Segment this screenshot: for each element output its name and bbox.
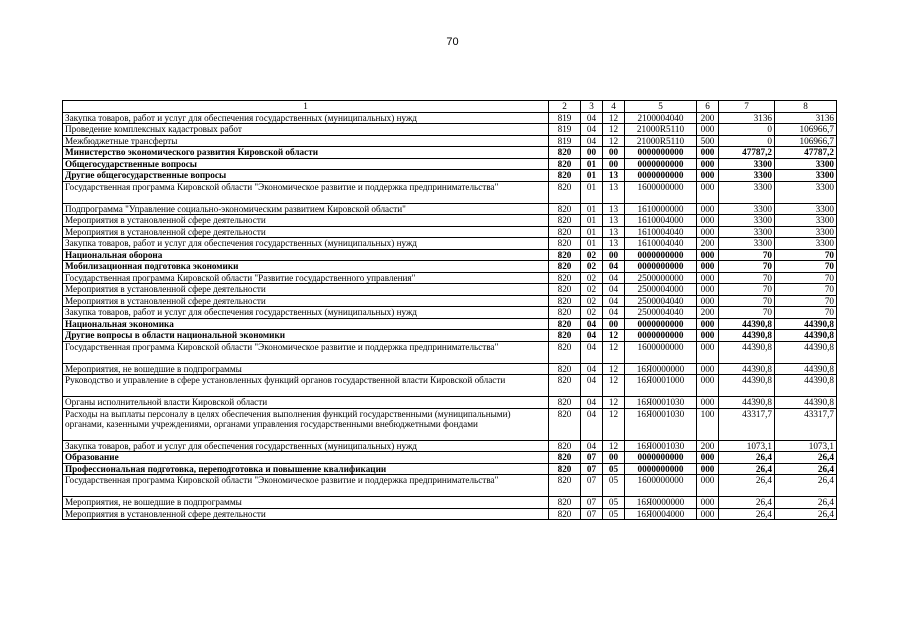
ministry-code-cell: 820	[549, 238, 581, 250]
table-row	[63, 203, 837, 215]
target-article-cell: 0000000000	[625, 463, 697, 475]
target-article-cell: 16Я0001000	[625, 375, 697, 397]
expense-type-cell: 000	[697, 397, 719, 409]
subsection-code-cell: 12	[603, 341, 625, 363]
table-row	[63, 463, 837, 475]
target-article-cell: 0000000000	[625, 170, 697, 182]
table-row	[63, 307, 837, 319]
expense-type-cell: 000	[697, 272, 719, 284]
expense-type-cell: 500	[697, 135, 719, 147]
target-article-cell: 1610004040	[625, 226, 697, 238]
subsection-code-cell: 04	[603, 295, 625, 307]
table-row	[63, 363, 837, 375]
amount-col8-cell: 3300	[775, 170, 837, 182]
expense-type-cell: 000	[697, 363, 719, 375]
subsection-code-cell: 13	[603, 170, 625, 182]
header-cell: 3	[581, 101, 603, 113]
ministry-code-cell: 820	[549, 295, 581, 307]
amount-col7-cell: 26,4	[719, 452, 775, 464]
row-name-cell: Национальная оборона	[63, 249, 549, 261]
row-name-cell: Мероприятия в установленной сфере деятельности	[63, 295, 549, 307]
table-row	[63, 238, 837, 250]
expense-type-cell: 100	[697, 408, 719, 440]
section-code-cell: 01	[581, 181, 603, 203]
amount-col8-cell: 3300	[775, 215, 837, 227]
ministry-code-cell: 820	[549, 408, 581, 440]
table-row	[63, 147, 837, 159]
amount-col8-cell: 26,4	[775, 463, 837, 475]
expense-type-cell: 000	[697, 261, 719, 273]
row-name-cell: Межбюджетные трансферты	[63, 135, 549, 147]
row-name-cell: Руководство и управление в сфере установленных функций органов государственной власти Кировской области	[63, 375, 549, 397]
expense-type-cell: 000	[697, 375, 719, 397]
table-row	[63, 375, 837, 397]
row-name-cell: Закупка товаров, работ и услуг для обеспечения государственных (муниципальных) нужд	[63, 112, 549, 124]
amount-col8-cell: 44390,8	[775, 363, 837, 375]
subsection-code-cell: 13	[603, 181, 625, 203]
amount-col7-cell: 0	[719, 135, 775, 147]
table-row	[63, 475, 837, 497]
target-article-cell: 2500000000	[625, 272, 697, 284]
section-code-cell: 02	[581, 295, 603, 307]
amount-col7-cell: 44390,8	[719, 330, 775, 342]
header-cell: 2	[549, 101, 581, 113]
amount-col7-cell: 3300	[719, 238, 775, 250]
amount-col7-cell: 26,4	[719, 463, 775, 475]
ministry-code-cell: 820	[549, 215, 581, 227]
section-code-cell: 04	[581, 408, 603, 440]
table-row	[63, 341, 837, 363]
expense-type-cell: 000	[697, 318, 719, 330]
row-name-cell: Государственная программа Кировской области "Экономическое развитие и поддержка предпринимательства"	[63, 181, 549, 203]
subsection-code-cell: 12	[603, 397, 625, 409]
amount-col8-cell: 26,4	[775, 508, 837, 520]
ministry-code-cell: 819	[549, 112, 581, 124]
table-row	[63, 272, 837, 284]
amount-col7-cell: 70	[719, 307, 775, 319]
subsection-code-cell: 12	[603, 408, 625, 440]
subsection-code-cell: 04	[603, 284, 625, 296]
amount-col8-cell: 44390,8	[775, 330, 837, 342]
expense-type-cell: 000	[697, 284, 719, 296]
target-article-cell: 0000000000	[625, 158, 697, 170]
section-code-cell: 04	[581, 330, 603, 342]
page-number: 70	[446, 36, 459, 48]
section-code-cell: 02	[581, 261, 603, 273]
subsection-code-cell: 00	[603, 147, 625, 159]
amount-col8-cell: 47787,2	[775, 147, 837, 159]
section-code-cell: 07	[581, 475, 603, 497]
amount-col8-cell: 106966,7	[775, 124, 837, 136]
row-name-cell: Министерство экономического развития Кировской области	[63, 147, 549, 159]
table-row	[63, 181, 837, 203]
subsection-code-cell: 13	[603, 238, 625, 250]
section-code-cell: 04	[581, 397, 603, 409]
target-article-cell: 16Я0001030	[625, 397, 697, 409]
subsection-code-cell: 05	[603, 508, 625, 520]
target-article-cell: 1600000000	[625, 341, 697, 363]
row-name-cell: Государственная программа Кировской области "Развитие государственного управления"	[63, 272, 549, 284]
subsection-code-cell: 12	[603, 363, 625, 375]
expense-type-cell: 000	[697, 147, 719, 159]
target-article-cell: 16Я0004000	[625, 508, 697, 520]
amount-col7-cell: 26,4	[719, 475, 775, 497]
ministry-code-cell: 819	[549, 135, 581, 147]
amount-col8-cell: 70	[775, 307, 837, 319]
amount-col7-cell: 44390,8	[719, 375, 775, 397]
target-article-cell: 0000000000	[625, 261, 697, 273]
amount-col7-cell: 70	[719, 295, 775, 307]
section-code-cell: 00	[581, 147, 603, 159]
ministry-code-cell: 820	[549, 397, 581, 409]
row-name-cell: Национальная экономика	[63, 318, 549, 330]
section-code-cell: 07	[581, 452, 603, 464]
section-code-cell: 02	[581, 272, 603, 284]
target-article-cell: 16Я0001030	[625, 408, 697, 440]
ministry-code-cell: 820	[549, 261, 581, 273]
amount-col7-cell: 70	[719, 284, 775, 296]
row-name-cell: Другие вопросы в области национальной экономики	[63, 330, 549, 342]
amount-col7-cell: 70	[719, 249, 775, 261]
expense-type-cell: 000	[697, 330, 719, 342]
amount-col8-cell: 26,4	[775, 475, 837, 497]
subsection-code-cell: 12	[603, 124, 625, 136]
ministry-code-cell: 820	[549, 170, 581, 182]
target-article-cell: 0000000000	[625, 452, 697, 464]
budget-table	[62, 100, 837, 520]
section-code-cell: 07	[581, 497, 603, 509]
amount-col8-cell: 44390,8	[775, 341, 837, 363]
ministry-code-cell: 820	[549, 341, 581, 363]
expense-type-cell: 000	[697, 452, 719, 464]
amount-col8-cell: 44390,8	[775, 397, 837, 409]
subsection-code-cell: 00	[603, 318, 625, 330]
row-name-cell: Общегосударственные вопросы	[63, 158, 549, 170]
amount-col7-cell: 3136	[719, 112, 775, 124]
section-code-cell: 04	[581, 341, 603, 363]
amount-col7-cell: 47787,2	[719, 147, 775, 159]
subsection-code-cell: 05	[603, 463, 625, 475]
section-code-cell: 01	[581, 215, 603, 227]
subsection-code-cell: 00	[603, 452, 625, 464]
target-article-cell: 21000R5110	[625, 135, 697, 147]
amount-col8-cell: 3300	[775, 226, 837, 238]
table-row	[63, 295, 837, 307]
table-row	[63, 497, 837, 509]
section-code-cell: 01	[581, 238, 603, 250]
row-name-cell: Закупка товаров, работ и услуг для обеспечения государственных (муниципальных) нужд	[63, 307, 549, 319]
ministry-code-cell: 819	[549, 124, 581, 136]
expense-type-cell: 000	[697, 295, 719, 307]
expense-type-cell: 000	[697, 497, 719, 509]
target-article-cell: 1610004040	[625, 238, 697, 250]
table-row	[63, 158, 837, 170]
target-article-cell: 1610000000	[625, 203, 697, 215]
row-name-cell: Закупка товаров, работ и услуг для обеспечения государственных (муниципальных) нужд	[63, 238, 549, 250]
expense-type-cell: 000	[697, 215, 719, 227]
row-name-cell: Государственная программа Кировской области "Экономическое развитие и поддержка предпринимательства"	[63, 341, 549, 363]
amount-col7-cell: 3300	[719, 226, 775, 238]
amount-col8-cell: 106966,7	[775, 135, 837, 147]
amount-col7-cell: 3300	[719, 158, 775, 170]
section-code-cell: 04	[581, 318, 603, 330]
header-cell: 4	[603, 101, 625, 113]
section-code-cell: 04	[581, 135, 603, 147]
ministry-code-cell: 820	[549, 463, 581, 475]
row-name-cell: Подпрограмма "Управление социально-экономическим развитием Кировской области"	[63, 203, 549, 215]
header-cell: 6	[697, 101, 719, 113]
section-code-cell: 04	[581, 440, 603, 452]
amount-col7-cell: 3300	[719, 203, 775, 215]
subsection-code-cell: 04	[603, 261, 625, 273]
subsection-code-cell: 12	[603, 330, 625, 342]
amount-col7-cell: 43317,7	[719, 408, 775, 440]
expense-type-cell: 200	[697, 238, 719, 250]
amount-col7-cell: 0	[719, 124, 775, 136]
target-article-cell: 2500004040	[625, 307, 697, 319]
table-row	[63, 330, 837, 342]
row-name-cell: Мероприятия, не вошедшие в подпрограммы	[63, 497, 549, 509]
ministry-code-cell: 820	[549, 284, 581, 296]
target-article-cell: 16Я0000000	[625, 363, 697, 375]
amount-col7-cell: 3300	[719, 170, 775, 182]
ministry-code-cell: 820	[549, 272, 581, 284]
target-article-cell: 2500004040	[625, 295, 697, 307]
subsection-code-cell: 00	[603, 249, 625, 261]
amount-col8-cell: 44390,8	[775, 375, 837, 397]
section-code-cell: 01	[581, 158, 603, 170]
row-name-cell: Мероприятия в установленной сфере деятельности	[63, 284, 549, 296]
section-code-cell: 04	[581, 363, 603, 375]
expense-type-cell: 200	[697, 440, 719, 452]
row-name-cell: Проведение комплексных кадастровых работ	[63, 124, 549, 136]
expense-type-cell: 000	[697, 508, 719, 520]
row-name-cell: Профессиональная подготовка, переподготовка и повышение квалификации	[63, 463, 549, 475]
amount-col8-cell: 70	[775, 284, 837, 296]
expense-type-cell: 000	[697, 170, 719, 182]
amount-col8-cell: 70	[775, 295, 837, 307]
expense-type-cell: 000	[697, 226, 719, 238]
subsection-code-cell: 13	[603, 215, 625, 227]
section-code-cell: 02	[581, 307, 603, 319]
amount-col7-cell: 1073,1	[719, 440, 775, 452]
expense-type-cell: 000	[697, 181, 719, 203]
amount-col7-cell: 70	[719, 272, 775, 284]
amount-col8-cell: 3300	[775, 203, 837, 215]
expense-type-cell: 000	[697, 124, 719, 136]
target-article-cell: 21000R5110	[625, 124, 697, 136]
table-row	[63, 170, 837, 182]
amount-col8-cell: 26,4	[775, 497, 837, 509]
ministry-code-cell: 820	[549, 147, 581, 159]
section-code-cell: 07	[581, 463, 603, 475]
section-code-cell: 04	[581, 124, 603, 136]
expense-type-cell: 000	[697, 475, 719, 497]
table-row	[63, 135, 837, 147]
table-row	[63, 452, 837, 464]
ministry-code-cell: 820	[549, 508, 581, 520]
table-row	[63, 124, 837, 136]
ministry-code-cell: 820	[549, 203, 581, 215]
subsection-code-cell: 12	[603, 112, 625, 124]
target-article-cell: 1610004000	[625, 215, 697, 227]
ministry-code-cell: 820	[549, 318, 581, 330]
row-name-cell: Мероприятия в установленной сфере деятельности	[63, 508, 549, 520]
table-row	[63, 112, 837, 124]
expense-type-cell: 000	[697, 341, 719, 363]
expense-type-cell: 200	[697, 307, 719, 319]
table-row	[63, 440, 837, 452]
ministry-code-cell: 820	[549, 249, 581, 261]
amount-col8-cell: 70	[775, 261, 837, 273]
target-article-cell: 0000000000	[625, 147, 697, 159]
amount-col8-cell: 26,4	[775, 452, 837, 464]
table-row	[63, 215, 837, 227]
subsection-code-cell: 12	[603, 440, 625, 452]
target-article-cell: 16Я0000000	[625, 497, 697, 509]
amount-col8-cell: 3300	[775, 181, 837, 203]
amount-col8-cell: 3136	[775, 112, 837, 124]
amount-col8-cell: 3300	[775, 238, 837, 250]
ministry-code-cell: 820	[549, 158, 581, 170]
amount-col7-cell: 26,4	[719, 508, 775, 520]
table-row	[63, 397, 837, 409]
ministry-code-cell: 820	[549, 307, 581, 319]
target-article-cell: 2500004000	[625, 284, 697, 296]
section-code-cell: 07	[581, 508, 603, 520]
subsection-code-cell: 13	[603, 203, 625, 215]
expense-type-cell: 200	[697, 112, 719, 124]
amount-col7-cell: 3300	[719, 215, 775, 227]
subsection-code-cell: 04	[603, 307, 625, 319]
header-cell: 5	[625, 101, 697, 113]
table-row	[63, 508, 837, 520]
row-name-cell: Закупка товаров, работ и услуг для обеспечения государственных (муниципальных) нужд	[63, 440, 549, 452]
section-code-cell: 01	[581, 170, 603, 182]
expense-type-cell: 000	[697, 249, 719, 261]
row-name-cell: Органы исполнительной власти Кировской области	[63, 397, 549, 409]
row-name-cell: Мобилизационная подготовка экономики	[63, 261, 549, 273]
table-row	[63, 249, 837, 261]
subsection-code-cell: 13	[603, 226, 625, 238]
amount-col7-cell: 44390,8	[719, 341, 775, 363]
amount-col8-cell: 70	[775, 249, 837, 261]
table-row	[63, 261, 837, 273]
subsection-code-cell: 00	[603, 158, 625, 170]
ministry-code-cell: 820	[549, 475, 581, 497]
subsection-code-cell: 04	[603, 272, 625, 284]
expense-type-cell: 000	[697, 158, 719, 170]
section-code-cell: 02	[581, 249, 603, 261]
expense-type-cell: 000	[697, 463, 719, 475]
subsection-code-cell: 05	[603, 475, 625, 497]
row-name-cell: Другие общегосударственные вопросы	[63, 170, 549, 182]
section-code-cell: 04	[581, 112, 603, 124]
ministry-code-cell: 820	[549, 452, 581, 464]
amount-col7-cell: 44390,8	[719, 397, 775, 409]
table-row	[63, 408, 837, 440]
ministry-code-cell: 820	[549, 375, 581, 397]
row-name-cell: Государственная программа Кировской области "Экономическое развитие и поддержка предпринимательства"	[63, 475, 549, 497]
section-code-cell: 04	[581, 375, 603, 397]
column-numbers-row	[63, 101, 837, 113]
target-article-cell: 0000000000	[625, 318, 697, 330]
table-row	[63, 284, 837, 296]
amount-col7-cell: 26,4	[719, 497, 775, 509]
target-article-cell: 2100004040	[625, 112, 697, 124]
table-row	[63, 318, 837, 330]
subsection-code-cell: 12	[603, 135, 625, 147]
amount-col8-cell: 43317,7	[775, 408, 837, 440]
section-code-cell: 01	[581, 226, 603, 238]
table-row	[63, 226, 837, 238]
section-code-cell: 02	[581, 284, 603, 296]
target-article-cell: 0000000000	[625, 249, 697, 261]
target-article-cell: 0000000000	[625, 330, 697, 342]
amount-col7-cell: 3300	[719, 181, 775, 203]
amount-col8-cell: 1073,1	[775, 440, 837, 452]
header-cell: 1	[63, 101, 549, 113]
ministry-code-cell: 820	[549, 226, 581, 238]
ministry-code-cell: 820	[549, 440, 581, 452]
expense-type-cell: 000	[697, 203, 719, 215]
header-cell: 7	[719, 101, 775, 113]
ministry-code-cell: 820	[549, 330, 581, 342]
row-name-cell: Расходы на выплаты персоналу в целях обеспечения выполнения функций государственными (муниципальными) органами, казенными учреждениями, органами управления государственными внебюджетными фондами	[63, 408, 549, 440]
header-cell: 8	[775, 101, 837, 113]
subsection-code-cell: 05	[603, 497, 625, 509]
ministry-code-cell: 820	[549, 181, 581, 203]
row-name-cell: Образование	[63, 452, 549, 464]
table-body	[63, 112, 837, 520]
amount-col7-cell: 44390,8	[719, 318, 775, 330]
ministry-code-cell: 820	[549, 363, 581, 375]
row-name-cell: Мероприятия в установленной сфере деятельности	[63, 215, 549, 227]
amount-col7-cell: 44390,8	[719, 363, 775, 375]
section-code-cell: 01	[581, 203, 603, 215]
target-article-cell: 1600000000	[625, 475, 697, 497]
amount-col8-cell: 44390,8	[775, 318, 837, 330]
subsection-code-cell: 12	[603, 375, 625, 397]
amount-col7-cell: 70	[719, 261, 775, 273]
target-article-cell: 16Я0001030	[625, 440, 697, 452]
row-name-cell: Мероприятия, не вошедшие в подпрограммы	[63, 363, 549, 375]
amount-col8-cell: 70	[775, 272, 837, 284]
amount-col8-cell: 3300	[775, 158, 837, 170]
row-name-cell: Мероприятия в установленной сфере деятельности	[63, 226, 549, 238]
target-article-cell: 1600000000	[625, 181, 697, 203]
ministry-code-cell: 820	[549, 497, 581, 509]
